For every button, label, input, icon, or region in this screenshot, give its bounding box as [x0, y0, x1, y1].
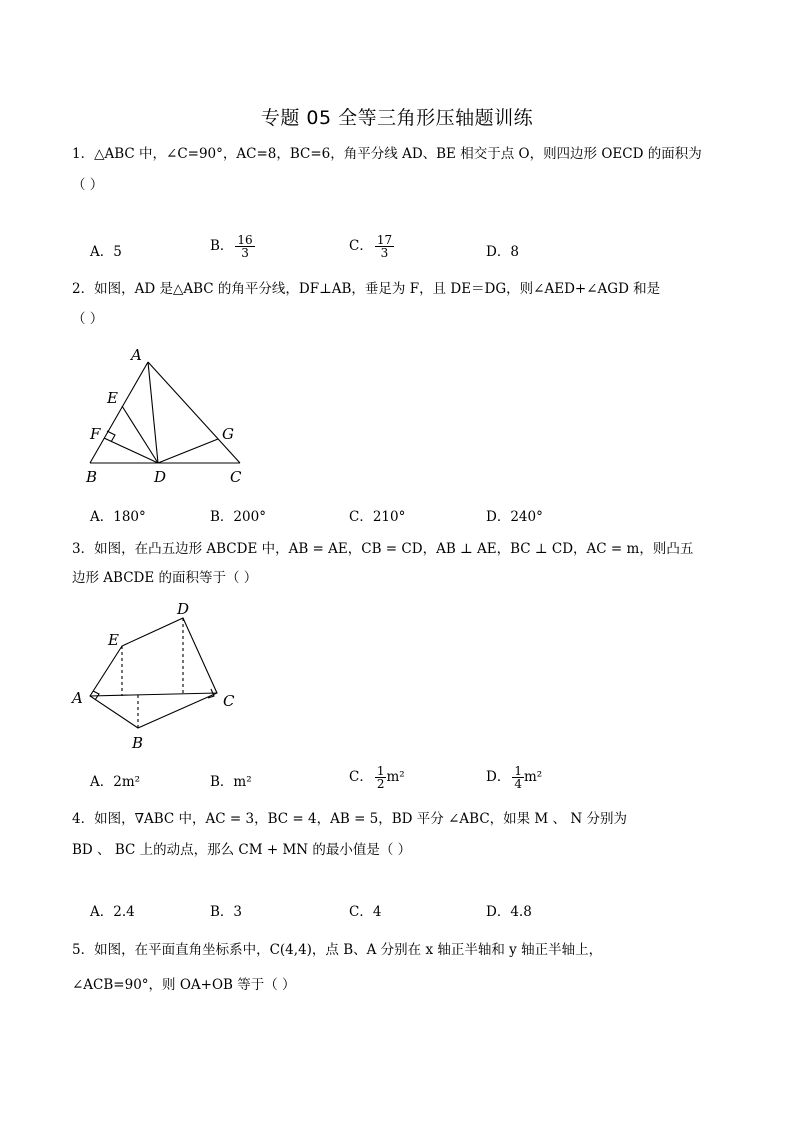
q3-option-a: A．2m²	[90, 774, 141, 790]
q3-label-b: B	[132, 734, 144, 752]
q4-option-b: B．3	[210, 904, 243, 920]
q3-label-a: A	[72, 689, 83, 707]
q2-label-f: F	[90, 425, 101, 443]
page-title: 专题 05 全等三角形压轴题训练	[260, 107, 534, 129]
q3-label-d: D	[177, 600, 190, 618]
q2-label-c: C	[230, 468, 242, 486]
q3-option-c-fraction: $\frac{1}{2}$	[376, 764, 385, 791]
question-1-text: 1．△ABC 中，∠C=90°，AC=8，BC=6，角平分线 AD、BE 相交于点 O，则四边形 OECD 的面积为	[72, 146, 702, 162]
question-2-blank: （ ）	[72, 311, 104, 327]
q3-option-c: C． $\frac{1}{2}$ m²	[349, 764, 405, 791]
question-5-text-cont: ∠ACB=90°，则 OA+OB 等于（ ）	[72, 977, 296, 993]
q2-label-b: B	[86, 468, 98, 486]
q3-option-d: D． $\frac{1}{4}$ m²	[486, 764, 543, 791]
q3-label-e: E	[108, 631, 119, 649]
q1-option-b-fraction: $\frac{16}{3}$	[237, 233, 253, 260]
q3-label-c: C	[223, 692, 235, 710]
q3-option-d-fraction: $\frac{1}{4}$	[514, 764, 522, 791]
question-4-text-cont: BD 、 BC 上的动点，那么 CM + MN 的最小值是（ ）	[72, 842, 412, 858]
question-2-text: 2．如图，AD 是△ABC 的角平分线，DF⊥AB，垂足为 F，且 DE＝DG，则∠AED+∠AGD 和是	[72, 281, 661, 297]
q2-label-a: A	[131, 346, 142, 364]
q3-pentagon-figure	[66, 596, 246, 756]
question-4-text: 4．如图，∇ABC 中，AC = 3，BC = 4，AB = 5，BD 平分 ∠ABC，如果 M 、 N 分别为	[72, 811, 627, 827]
question-1-blank: （ ）	[72, 177, 104, 193]
q2-option-b: B．200°	[210, 509, 266, 525]
q1-option-b: B． $\frac{16}{3}$	[210, 233, 253, 260]
q4-option-a: A．2.4	[90, 904, 135, 920]
q1-option-a: A．5	[90, 244, 122, 260]
q3-option-b: B．m²	[210, 774, 252, 790]
q4-option-c: C．4	[349, 904, 382, 920]
q1-option-d: D．8	[486, 244, 519, 260]
q1-option-c: C． $\frac{17}{3}$	[349, 233, 393, 260]
q2-option-a: A．180°	[90, 509, 146, 525]
q2-option-d: D．240°	[486, 509, 543, 525]
question-3-text: 3．如图，在凸五边形 ABCDE 中，AB = AE，CB = CD，AB ⊥ AE，BC ⊥ CD，AC = m，则凸五	[72, 541, 694, 557]
q2-label-d: D	[154, 468, 167, 486]
q4-option-d: D．4.8	[486, 904, 532, 920]
question-3-text-cont: 边形 ABCDE 的面积等于（ ）	[72, 570, 258, 586]
q2-label-e: E	[107, 389, 118, 407]
q2-triangle-figure	[80, 340, 260, 490]
q2-label-g: G	[222, 425, 234, 443]
question-5-text: 5．如图，在平面直角坐标系中，C(4,4)，点 B、A 分别在 x 轴正半轴和 y 轴正半轴上，	[72, 942, 603, 958]
q1-option-c-fraction: $\frac{17}{3}$	[376, 233, 393, 260]
q2-option-c: C．210°	[349, 509, 406, 525]
